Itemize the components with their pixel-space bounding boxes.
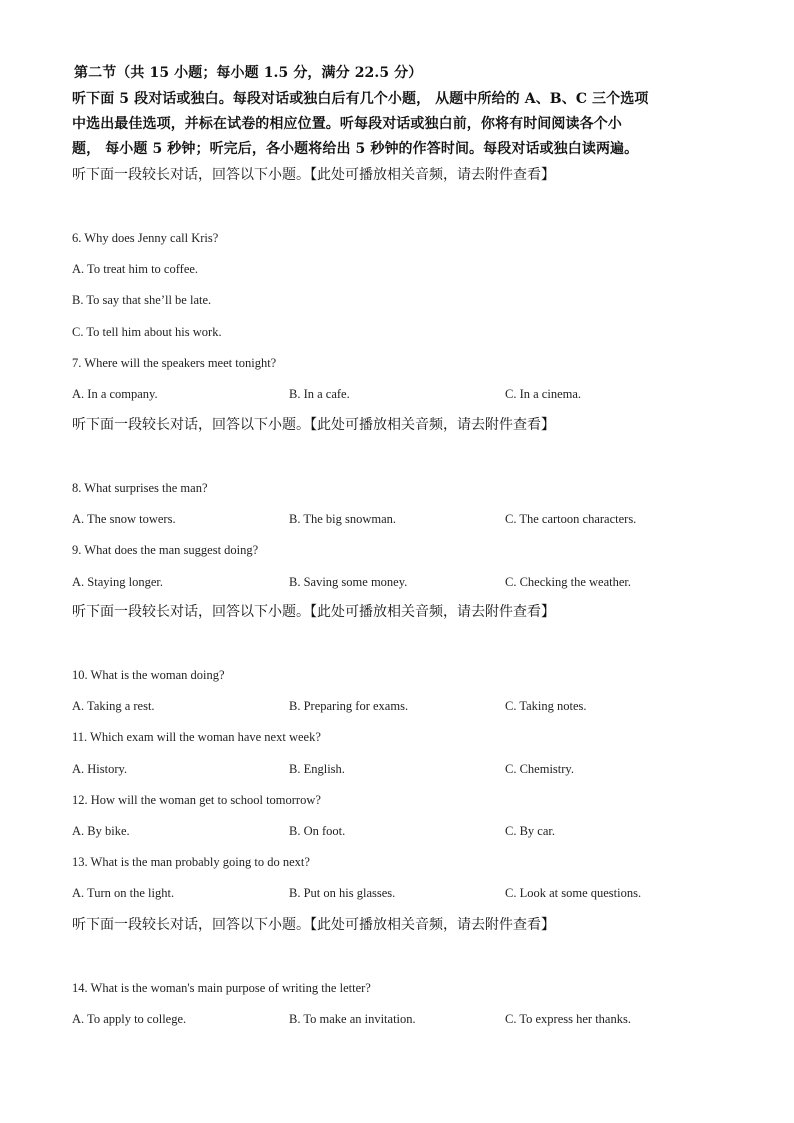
question-stem: 14. What is the woman's main purpose of writing the letter? <box>72 981 371 995</box>
answer-option: B. To make an invitation. <box>289 1012 416 1026</box>
audio-note: 听下面一段较长对话，回答以下小题。【此处可播放相关音频，请去附件查看】 <box>72 417 555 433</box>
question-stem: 10. What is the woman doing? <box>72 668 225 682</box>
audio-note: 听下面一段较长对话，回答以下小题。【此处可播放相关音频，请去附件查看】 <box>72 167 555 183</box>
answer-option: A. By bike. <box>72 824 130 838</box>
answer-option: B. To say that she’ll be late. <box>72 293 212 307</box>
answer-option: A. Staying longer. <box>72 575 163 589</box>
answer-option: B. Put on his glasses. <box>289 886 396 900</box>
audio-note: 听下面一段较长对话，回答以下小题。【此处可播放相关音频，请去附件查看】 <box>72 917 555 933</box>
answer-option: A. History. <box>72 762 128 776</box>
answer-option: C. Look at some questions. <box>505 886 642 900</box>
answer-option: B. Saving some money. <box>289 575 408 589</box>
answer-option: A. To apply to college. <box>72 1012 187 1026</box>
question-stem: 6. Why does Jenny call Kris? <box>72 231 219 245</box>
audio-note: 听下面一段较长对话，回答以下小题。【此处可播放相关音频，请去附件查看】 <box>72 604 555 620</box>
answer-option: B. English. <box>289 762 345 776</box>
answer-option: C. By car. <box>505 824 555 838</box>
section-instruction-line-1: 听下面 5 段对话或独白。每段对话或独白后有几个小题， 从题中所给的 A、B、C 三个选项 <box>72 91 649 107</box>
answer-option: C. Chemistry. <box>505 762 574 776</box>
answer-option: C. To express her thanks. <box>505 1012 631 1026</box>
question-stem: 7. Where will the speakers meet tonight? <box>72 356 277 370</box>
question-stem: 12. How will the woman get to school tomorrow? <box>72 793 321 807</box>
section-instruction-line-2: 中选出最佳选项，并标在试卷的相应位置。听每段对话或独白前，你将有时间阅读各个小 <box>72 116 622 132</box>
answer-option: B. On foot. <box>289 824 346 838</box>
answer-option: A. Turn on the light. <box>72 886 175 900</box>
answer-option: A. In a company. <box>72 387 158 401</box>
answer-option: A. To treat him to coffee. <box>72 262 199 276</box>
question-stem: 11. Which exam will the woman have next week? <box>72 730 321 744</box>
section-instruction-line-3: 题， 每小题 5 秒钟；听完后，各小题将给出 5 秒钟的作答时间。每段对话或独白读两遍。 <box>72 141 639 157</box>
answer-option: B. Preparing for exams. <box>289 699 409 713</box>
answer-option: B. In a cafe. <box>289 387 350 401</box>
answer-option: B. The big snowman. <box>289 512 397 526</box>
answer-option: C. Checking the weather. <box>505 575 632 589</box>
answer-option: A. Taking a rest. <box>72 699 155 713</box>
question-stem: 13. What is the man probably going to do next? <box>72 855 310 869</box>
answer-option: A. The snow towers. <box>72 512 176 526</box>
answer-option: C. In a cinema. <box>505 387 582 401</box>
answer-option: C. Taking notes. <box>505 699 587 713</box>
answer-option: C. To tell him about his work. <box>72 325 222 339</box>
question-stem: 9. What does the man suggest doing? <box>72 543 259 557</box>
question-stem: 8. What surprises the man? <box>72 481 208 495</box>
answer-option: C. The cartoon characters. <box>505 512 637 526</box>
section-title: 第二节（共 15 小题；每小题 1.5 分，满分 22.5 分） <box>74 65 423 81</box>
